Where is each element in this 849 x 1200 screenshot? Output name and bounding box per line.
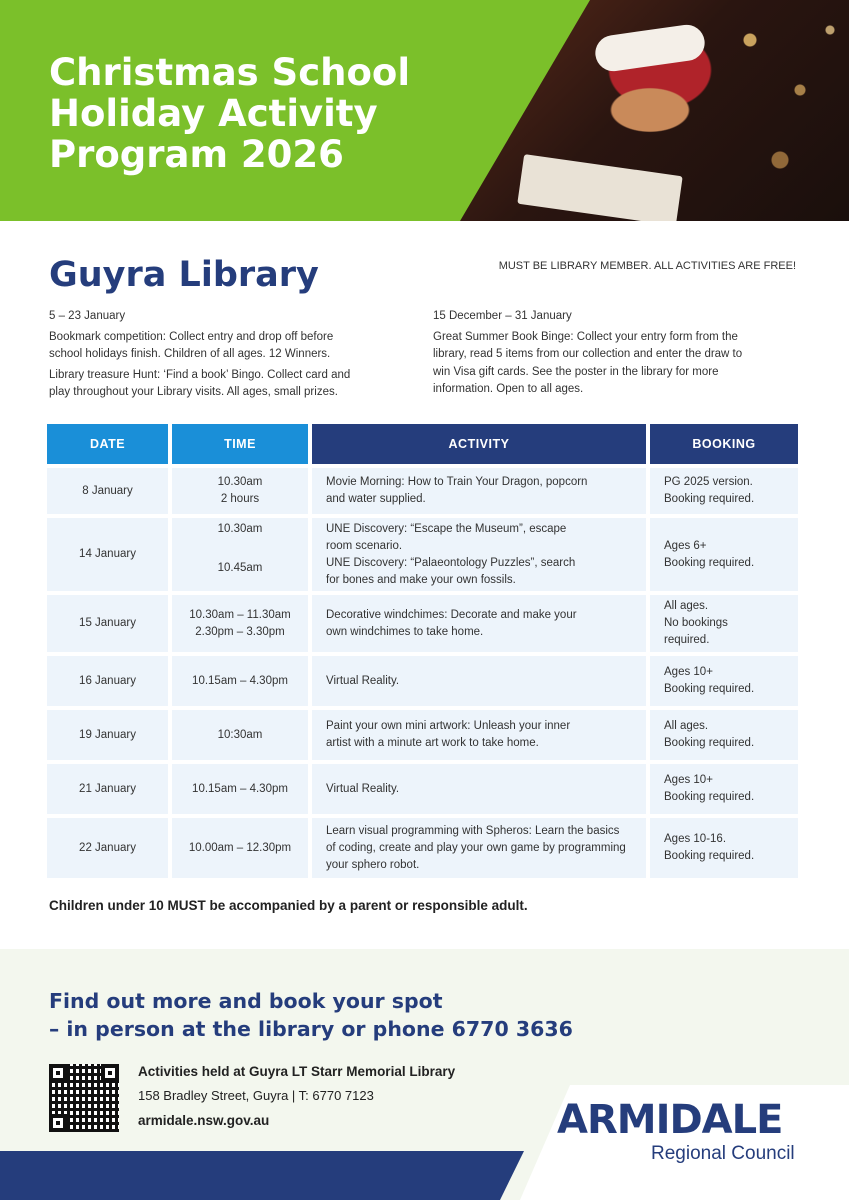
intro-right-dates: 15 December – 31 January: [433, 310, 572, 322]
cell-time: 10:30am: [172, 710, 308, 760]
cell-booking: [650, 764, 798, 814]
table-row: [47, 818, 798, 878]
book-binge-text: Great Summer Book Binge: Collect your entry form from the library, read 5 items from our collection and enter the draw to win Visa gift cards. See the poster in the library for more information. Open to all ages.: [433, 330, 743, 395]
table-row: [47, 764, 798, 814]
activity-line: artist with a minute art work to take home.: [326, 737, 539, 749]
footer-navy-band: [0, 1151, 540, 1200]
booking-line: No bookings: [664, 617, 728, 629]
supervision-note: Children under 10 MUST be accompanied by a parent or responsible adult.: [49, 898, 528, 913]
booking-line: Booking required.: [664, 791, 755, 803]
cell-date: 16 January: [47, 656, 168, 706]
cell-booking: [650, 468, 798, 514]
time-line: 10.30am: [217, 476, 263, 488]
qr-finder-icon: [101, 1064, 119, 1082]
intro-left-dates: 5 – 23 January: [49, 310, 126, 322]
time-line: 10.30am – 11.30am: [189, 608, 291, 621]
qr-finder-icon: [49, 1064, 67, 1082]
booking-line: All ages.: [664, 600, 709, 612]
activity-line: and water supplied.: [326, 493, 426, 505]
cell-time: [172, 518, 308, 591]
title-line-2: Holiday Activity: [49, 92, 378, 135]
page-title: [49, 52, 469, 175]
cell-activity: [312, 468, 646, 514]
table-row: [47, 518, 798, 591]
table-row: [47, 656, 798, 706]
cell-booking: [650, 818, 798, 878]
cell-booking: [650, 518, 798, 591]
activity-line: Paint your own mini artwork: Unleash your inner: [326, 720, 571, 732]
intro-left: [49, 308, 369, 405]
cell-time: [172, 595, 308, 652]
activity-line: Movie Morning: How to Train Your Dragon, popcorn: [326, 476, 588, 488]
booking-line: Ages 10+: [664, 666, 713, 678]
cell-activity: [312, 710, 646, 760]
booking-line: Ages 10+: [664, 774, 713, 786]
activity-line: Learn visual programming with Spheros: Learn the basics: [326, 824, 620, 837]
cell-time: 10.00am – 12.30pm: [172, 818, 308, 878]
header-booking: BOOKING: [650, 424, 798, 464]
title-line-1: Christmas School: [49, 51, 411, 94]
activity-line: own windchimes to take home.: [326, 625, 484, 638]
qr-code-icon[interactable]: [49, 1064, 119, 1132]
header-time: TIME: [172, 424, 308, 464]
cell-date: 8 January: [47, 468, 168, 514]
time-line: 10.30am: [217, 523, 263, 535]
cell-booking: [650, 595, 798, 652]
cell-activity: [312, 595, 646, 652]
activity-line: of coding, create and play your own game by programming: [326, 841, 626, 854]
cta-line-2: – in person at the library or phone 6770 3636: [49, 1017, 573, 1041]
treasure-hunt-text: Library treasure Hunt: ‘Find a book’ Bingo. Collect card and play throughout your Library visits. All ages, small prizes.: [49, 368, 351, 398]
library-name: Guyra Library: [49, 255, 319, 295]
cell-time: 10.15am – 4.30pm: [172, 656, 308, 706]
header-date: DATE: [47, 424, 168, 464]
header-activity: ACTIVITY: [312, 424, 646, 464]
booking-line: Booking required.: [664, 737, 755, 749]
bookmark-competition-text: Bookmark competition: Collect entry and drop off before school holidays finish. Children of all ages. 12 Winners.: [49, 330, 334, 360]
qr-finder-icon: [49, 1114, 67, 1132]
booking-line: Booking required.: [664, 493, 755, 505]
activity-line: for bones and make your own fossils.: [326, 573, 516, 586]
booking-line: required.: [664, 634, 710, 646]
council-website-link[interactable]: armidale.nsw.gov.au: [138, 1113, 270, 1128]
booking-line: All ages.: [664, 720, 709, 732]
cell-time: 10.15am – 4.30pm: [172, 764, 308, 814]
table-row: [47, 468, 798, 514]
cell-activity: [312, 818, 646, 878]
booking-call-to-action: [49, 987, 573, 1043]
cell-activity: Virtual Reality.: [312, 764, 646, 814]
booking-line: Booking required.: [664, 683, 755, 695]
cell-date: 22 January: [47, 818, 168, 878]
time-line: 2 hours: [220, 493, 260, 505]
booking-line: Booking required.: [664, 850, 755, 862]
booking-line: Ages 10-16.: [664, 833, 727, 845]
activity-line: room scenario.: [326, 539, 403, 552]
table-row: [47, 595, 798, 652]
activity-line: your sphero robot.: [326, 858, 420, 871]
header-banner: [0, 0, 849, 221]
booking-line: Booking required.: [664, 556, 755, 569]
venue-address: 158 Bradley Street, Guyra | T: 6770 7123: [138, 1088, 374, 1103]
title-line-3: Program 2026: [49, 133, 344, 176]
armidale-logo: ARMIDALE: [557, 1097, 783, 1143]
cell-activity: [312, 518, 646, 591]
table-row: [47, 710, 798, 760]
cell-booking: [650, 656, 798, 706]
intro-right: [433, 308, 753, 402]
cell-booking: [650, 710, 798, 760]
cell-time: [172, 468, 308, 514]
activity-line: UNE Discovery: “Escape the Museum”, escape: [326, 522, 567, 535]
cell-date: 15 January: [47, 595, 168, 652]
cell-date: 19 January: [47, 710, 168, 760]
time-line: 2.30pm – 3.30pm: [195, 625, 285, 638]
cell-date: 21 January: [47, 764, 168, 814]
booking-line: Ages 6+: [664, 539, 707, 552]
cell-activity: Virtual Reality.: [312, 656, 646, 706]
activity-line: Decorative windchimes: Decorate and make your: [326, 608, 577, 621]
booking-line: PG 2025 version.: [664, 476, 753, 488]
activity-table: [47, 424, 798, 878]
cell-date: 14 January: [47, 518, 168, 591]
membership-notice: MUST BE LIBRARY MEMBER. ALL ACTIVITIES ARE FREE!: [498, 260, 796, 272]
table-header: [47, 424, 798, 464]
venue-name: Activities held at Guyra LT Starr Memorial Library: [138, 1064, 456, 1079]
armidale-logo-subtitle: Regional Council: [651, 1143, 795, 1164]
activity-line: UNE Discovery: “Palaeontology Puzzles”, search: [326, 556, 576, 569]
time-line: 10.45am: [217, 562, 263, 574]
cta-line-1: Find out more and book your spot: [49, 989, 443, 1013]
